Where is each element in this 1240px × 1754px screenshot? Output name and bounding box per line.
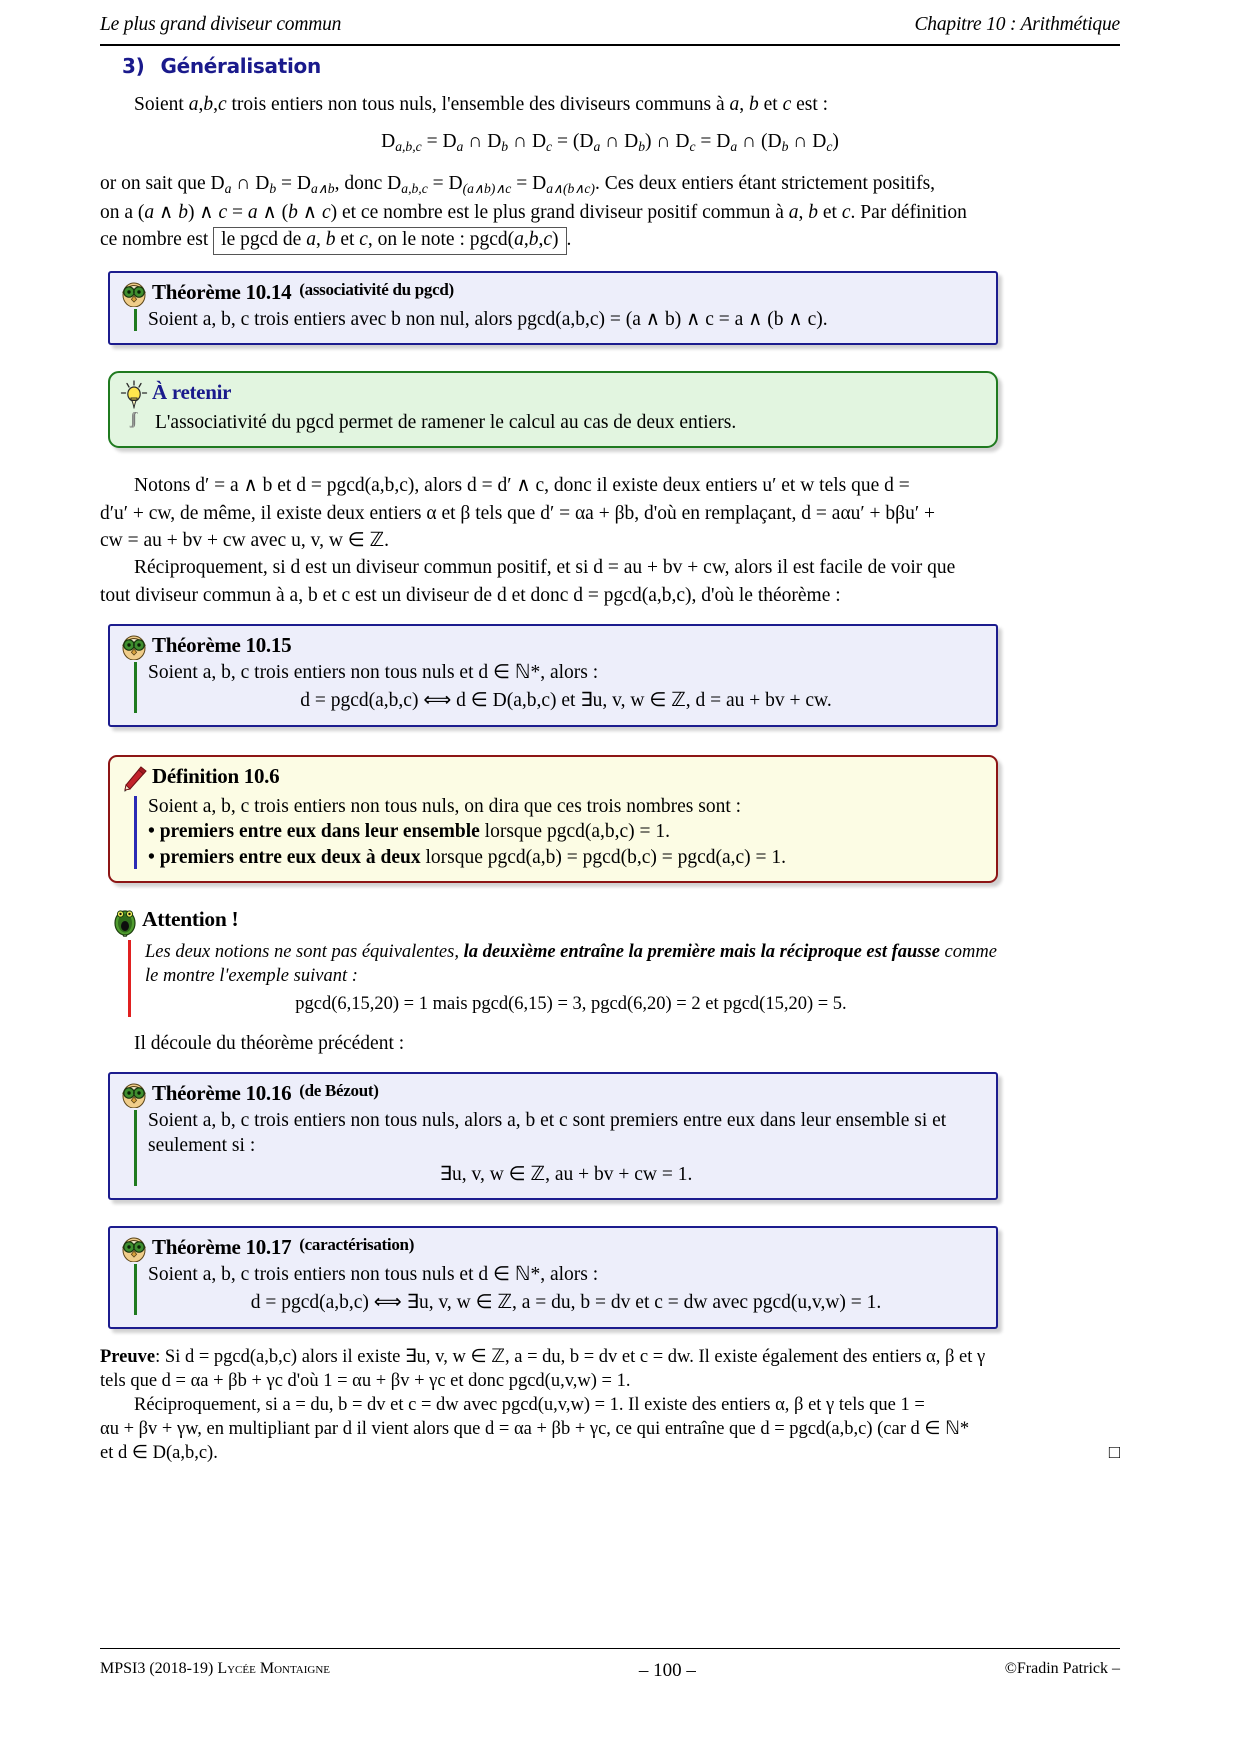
body-column — [100, 54, 1120, 1465]
running-head — [100, 14, 1120, 36]
tip-box-a-retenir — [108, 371, 998, 448]
theorem-10-16-header — [110, 1074, 996, 1108]
footer-left — [100, 1660, 330, 1682]
intro-paragraph-4: ce nombre est le pgcd de a, b et c, on le note : pgcd(a,b,c) . — [100, 227, 1120, 255]
intro2-a: or on sait que — [100, 173, 211, 195]
theorem-10-17-text — [148, 1262, 984, 1316]
footer-course: MPSI3 (2018-19) — [100, 1660, 218, 1677]
attention-line1-bold: la deuxième entraîne la première mais la réciproque est fausse — [463, 941, 940, 962]
attention-callout — [110, 907, 1000, 1017]
bug-alien-icon — [110, 907, 140, 937]
running-head-right: Chapitre 10 : Arithmétique — [914, 14, 1120, 35]
intro2-b: , donc — [334, 173, 388, 195]
theorem-10-15-title: Théorème 10.15 — [152, 633, 292, 658]
intro-paragraph-1: Soient a,b,c trois entiers non tous nuls, l'ensemble des diviseurs communs à a, b et c est : — [134, 94, 829, 115]
theorem-box-10-15 — [108, 624, 998, 727]
section-number: 3) — [122, 54, 145, 78]
paragraph-notons-l1 — [100, 473, 1120, 498]
running-head-left: Le plus grand diviseur commun — [100, 14, 342, 35]
theorem-10-16-line1: Soient a, b, c trois entiers non tous nuls, alors a, b et c sont premiers entre eux dans leur ensemble si — [148, 1109, 928, 1131]
qed-symbol: □ — [1108, 1442, 1120, 1463]
theorem-10-16-line2: et seulement si : — [148, 1109, 947, 1157]
intro-text-b: trois entiers non tous nuls, l'ensemble des diviseurs communs à — [226, 94, 730, 115]
theorem-10-17-body — [110, 1262, 996, 1327]
section-heading — [122, 54, 1120, 78]
definition-bullet-2-rest: lorsque pgcd(a,b) = pgcd(b,c) = pgcd(a,c) = 1. — [420, 846, 787, 868]
page-footer — [100, 1660, 1120, 1682]
footer-page-number: – 100 – — [638, 1660, 696, 1681]
proof-l3: Réciproquement, si a = du, b = dv et c = dw avec pgcd(u,v,w) = 1. Il existe des entiers α, β et γ tels que 1 = — [134, 1394, 925, 1415]
theorem-10-17-header — [110, 1228, 996, 1262]
proof-block — [100, 1345, 1120, 1465]
section-title: Généralisation — [160, 54, 321, 78]
proof-line-3 — [100, 1393, 1120, 1417]
definition-bullet-2-bold: • premiers entre eux deux à deux — [148, 846, 421, 868]
paragraph-recip-l1 — [100, 555, 1120, 580]
definition-box-10-6 — [108, 755, 998, 883]
theorem-box-10-16 — [108, 1072, 998, 1200]
intro3-c: . Par définition — [850, 201, 967, 223]
theorem-10-14-body — [110, 307, 996, 343]
theorem-10-15-line2: d = pgcd(a,b,c) ⟺ d ∈ D(a,b,c) et ∃u, v, w ∈ ℤ, d = au + bv + cw. — [300, 690, 832, 712]
intro-paragraph-2: or on sait que $D_a$ ∩ $D_b = D_{a\wedge b}$, donc $D_{a,b,c} = D_{(a\wedge b)\wedge c} = D_{a\wedge(b\wedge c)}$. Ces deux entiers étant strictement positifs, — [100, 173, 936, 196]
footer-rule — [100, 1648, 1120, 1649]
footer-copyright: ©Fradin Patrick – — [1004, 1660, 1120, 1677]
notons-l2: d′u′ + cw, de même, il existe deux entiers α et β tels que d′ = αa + βb, d'où en remplaçant, d = aαu′ + bβu′ + — [100, 502, 935, 524]
theorem-10-16-title: Théorème 10.16 — [152, 1080, 292, 1105]
intro3-a: on a — [100, 201, 138, 223]
theorem-10-16-text — [148, 1108, 984, 1187]
theorem-accent-bar — [134, 662, 137, 713]
intro-paragraph-3: on a (a ∧ b) ∧ c = a ∧ (b ∧ c) et ce nombre est le plus grand diviseur positif commun à a, b et c. Par définition — [100, 201, 967, 223]
theorem-accent-bar — [134, 309, 137, 331]
paragraph-decoule — [100, 1031, 1120, 1056]
tip-title: À retenir — [152, 380, 232, 405]
proof-l2: tels que d = αa + βb + γc d'où 1 = αu + βv + γc et donc pgcd(u,v,w) = 1. — [100, 1370, 631, 1391]
attention-line2: le montre l'exemple suivant : — [145, 966, 358, 987]
theorem-10-17-subtitle: (caractérisation) — [299, 1235, 415, 1254]
definition-bullet-1-rest: lorsque pgcd(a,b,c) = 1. — [479, 821, 671, 843]
notons-l1: Notons d′ = a ∧ b et d = pgcd(a,b,c), alors d = d′ ∧ c, donc il existe deux entiers u′ et w tels que d = — [134, 475, 910, 497]
recip-l2: tout diviseur commun à a, b et c est un diviseur de d et donc d = pgcd(a,b,c), d'où le théorème : — [100, 584, 841, 606]
tip-header — [110, 373, 996, 410]
tip-body — [110, 410, 996, 446]
owl-glasses-icon — [119, 1235, 149, 1262]
pencil-icon — [119, 764, 149, 794]
lightbulb-icon — [119, 380, 149, 410]
spacer — [100, 464, 1120, 473]
theorem-10-15-line1: Soient a, b, c trois entiers non tous nuls et d ∈ ℕ*, alors : — [148, 662, 599, 684]
display-equation-divisors: $D_{a,b,c} = D_a$ ∩ $D_b$ ∩ $D_c = (D_a$ ∩ $D_b$) ∩ $D_c = D_a$ ∩ ($D_b$ ∩ $D_c$) — [381, 131, 839, 155]
intro-text-c: et — [758, 94, 783, 115]
paragraph-recip-l2 — [100, 583, 1120, 608]
definition-10-6-title: Définition 10.6 — [152, 763, 280, 788]
theorem-accent-bar — [134, 1264, 137, 1315]
proof-l1: : Si d = pgcd(a,b,c) alors il existe ∃u, v, w ∈ ℤ, a = du, b = dv et c = dw. Il existe également des entiers α, β et γ — [155, 1346, 986, 1367]
proof-line-5 — [100, 1441, 1120, 1465]
definition-10-6-body — [110, 794, 996, 881]
recip-l1: Réciproquement, si d est un diviseur commun positif, et si d = au + bv + cw, alors il est facile de voir que — [134, 557, 956, 579]
tip-accent-mark — [130, 412, 144, 434]
theorem-10-14-text — [148, 307, 984, 332]
notons-l3: cw = au + bv + cw avec u, v, w ∈ ℤ. — [100, 530, 390, 552]
theorem-10-15-header — [110, 626, 996, 660]
definition-10-6-line1: Soient a, b, c trois entiers non tous nuls, on dira que ces trois nombres sont : — [148, 795, 742, 817]
theorem-10-16-body — [110, 1108, 996, 1198]
intro2-c: . Ces deux entiers étant strictement positifs, — [594, 173, 936, 195]
attention-title: Attention ! — [142, 906, 239, 931]
intro-text-a: Soient — [134, 94, 189, 115]
attention-accent-bar — [128, 940, 131, 1017]
theorem-10-15-body — [110, 660, 996, 725]
theorem-10-14-title: Théorème 10.14 — [152, 279, 292, 304]
owl-glasses-icon — [119, 280, 149, 307]
theorem-10-16-line3: ∃u, v, w ∈ ℤ, au + bv + cw = 1. — [439, 1163, 693, 1185]
theorem-accent-bar — [134, 1110, 137, 1186]
definition-bullet-1-bold: • premiers entre eux dans leur ensemble — [148, 821, 480, 843]
proof-line-1 — [100, 1345, 1120, 1369]
definition-10-6-header — [110, 757, 996, 794]
header-rule — [100, 44, 1120, 46]
definition-accent-bar — [134, 796, 137, 869]
theorem-10-17-line1: Soient a, b, c trois entiers non tous nuls et d ∈ ℕ*, alors : — [148, 1264, 599, 1285]
tip-statement: L'associativité du pgcd permet de ramener le calcul au cas de deux entiers. — [155, 412, 737, 434]
theorem-10-17-title: Théorème 10.17 — [152, 1235, 292, 1259]
proof-l4: αu + βv + γw, en multipliant par d il vient alors que d = αa + βb + γc, ce qui entraîne que d = pgcd(a,b,c) (car d ∈ ℕ* — [100, 1418, 970, 1439]
proof-line-2 — [100, 1369, 1120, 1393]
theorem-10-17-line2: d = pgcd(a,b,c) ⟺ ∃u, v, w ∈ ℤ, a = du, b = dv et c = dw avec pgcd(u,v,w) = 1. — [250, 1292, 882, 1314]
decoule-text: Il découle du théorème précédent : — [134, 1032, 405, 1054]
footer-school: Lycée Montaigne — [217, 1660, 331, 1677]
theorem-10-14-subtitle: (associativité du pgcd) — [299, 279, 454, 299]
pgcd-definition-box: le pgcd de a, b et c, on le note : pgcd(a,b,c) — [213, 227, 566, 255]
proof-label: Preuve — [100, 1346, 156, 1367]
theorem-10-16-subtitle: (de Bézout) — [299, 1080, 379, 1100]
proof-l5: et d ∈ D(a,b,c). — [100, 1442, 218, 1463]
paragraph-notons-l3 — [100, 528, 1120, 553]
paragraph-notons-l2 — [100, 501, 1120, 526]
theorem-10-15-text — [148, 660, 984, 714]
attention-header — [110, 907, 1000, 937]
theorem-box-10-14 — [108, 271, 998, 345]
theorem-box-10-17 — [108, 1226, 998, 1329]
attention-example: pgcd(6,15,20) = 1 mais pgcd(6,15) = 3, pgcd(6,20) = 2 et pgcd(15,20) = 5. — [295, 994, 847, 1015]
intro4-a: ce nombre est — [100, 229, 209, 251]
attention-body — [110, 940, 1000, 1017]
intro3-b: et ce nombre est le plus grand diviseur positif commun à — [337, 201, 789, 223]
attention-text — [145, 940, 997, 1017]
theorem-10-14-header — [110, 273, 996, 307]
owl-glasses-icon — [119, 633, 149, 660]
intro-text-d: est : — [791, 94, 829, 115]
theorem-10-14-statement: Soient a, b, c trois entiers avec b non nul, alors pgcd(a,b,c) = (a ∧ b) ∧ c = a ∧ (b ∧ c). — [148, 308, 828, 330]
proof-line-4 — [100, 1417, 1120, 1441]
owl-glasses-icon — [119, 1081, 149, 1108]
definition-10-6-text — [148, 794, 984, 870]
tip-text — [155, 410, 984, 435]
attention-line1-a: Les deux notions ne sont pas équivalentes, — [145, 941, 464, 962]
attention-line1-b: comme — [939, 941, 997, 962]
